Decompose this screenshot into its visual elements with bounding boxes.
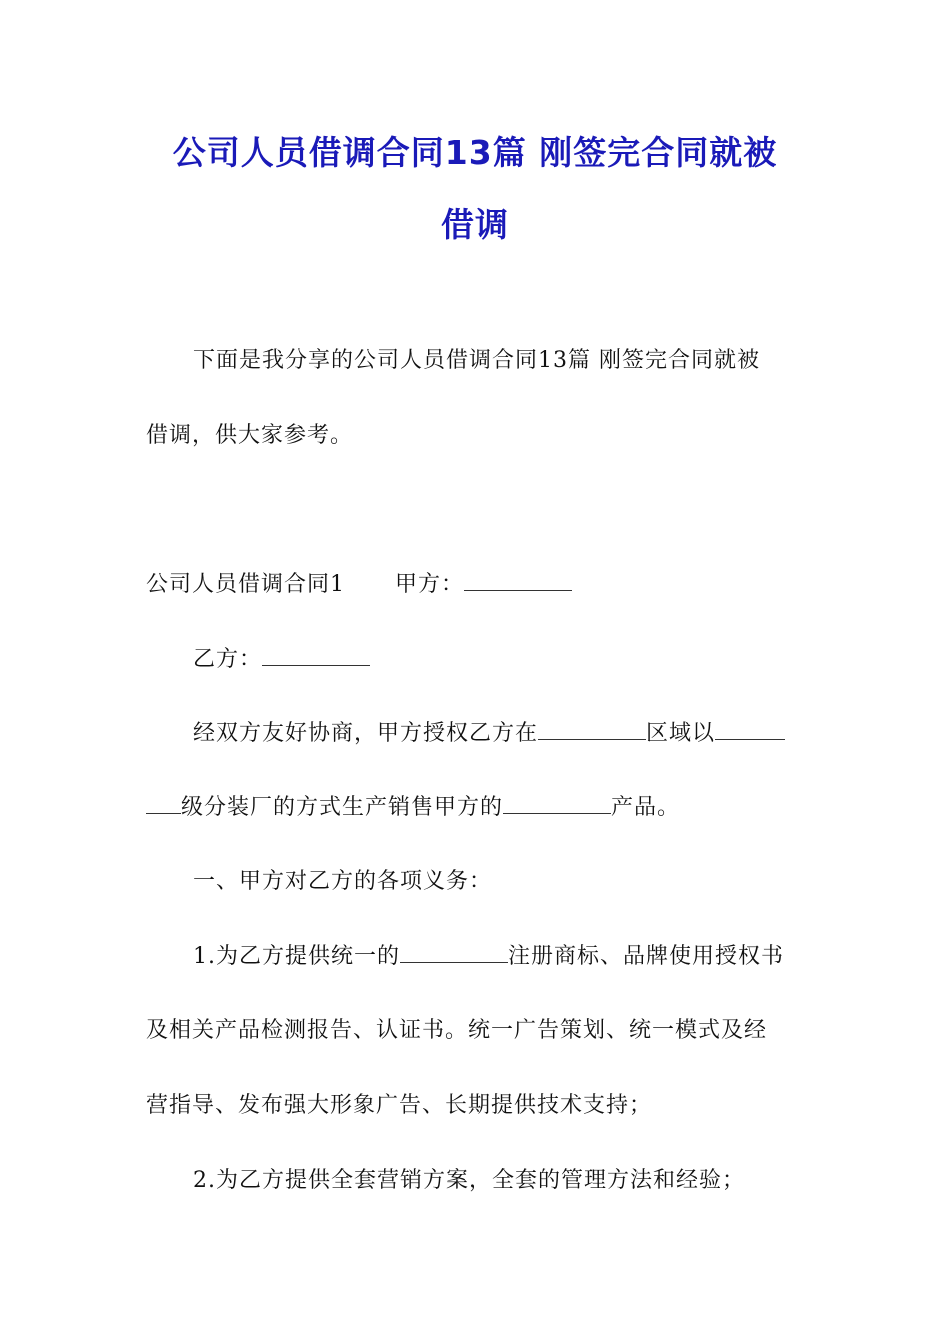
document-title-line-2: 借调 — [441, 205, 509, 244]
level-blank-a — [715, 721, 785, 740]
region-blank — [538, 721, 646, 740]
para1-text-a: 经双方友好协商，甲方授权乙方在 — [193, 721, 539, 746]
intro-line-2: 借调，供大家参考。 — [146, 423, 354, 448]
para1-text-d: 产品。 — [611, 795, 681, 820]
party-a-label: 甲方： — [395, 572, 465, 597]
contract-heading: 公司人员借调合同1 — [146, 572, 345, 597]
party-b-blank — [262, 647, 370, 666]
party-a-blank — [464, 572, 572, 591]
party-b-label: 乙方： — [193, 647, 263, 672]
para1-text-b: 区域以 — [646, 721, 716, 746]
para1-line-2 — [146, 793, 680, 823]
level-blank-b — [146, 795, 181, 814]
trademark-blank — [400, 944, 508, 963]
para1-line-1 — [193, 719, 785, 749]
para1-text-c: 级分装厂的方式生产销售甲方的 — [181, 795, 504, 820]
item-1-text-a: 1.为乙方提供统一的 — [193, 944, 400, 969]
section-1-heading: 一、甲方对乙方的各项义务： — [193, 869, 493, 894]
party-b-line — [193, 645, 370, 675]
item-2-line-1: 2.为乙方提供全套营销方案，全套的管理方法和经验； — [193, 1168, 745, 1193]
item-1-line-2: 及相关产品检测报告、认证书。统一广告策划、统一模式及经 — [146, 1018, 768, 1043]
item-1-line-3: 营指导、发布强大形象广告、长期提供技术支持； — [146, 1093, 653, 1118]
item-1-text-b: 注册商标、品牌使用授权书 — [508, 944, 785, 969]
contract-heading-line — [146, 570, 572, 600]
item-1-line-1 — [193, 942, 784, 972]
intro-line-1: 下面是我分享的公司人员借调合同13篇 刚签完合同就被 — [193, 348, 760, 373]
document-title-line-1: 公司人员借调合同13篇 刚签完合同就被 — [172, 133, 778, 172]
product-blank — [503, 795, 611, 814]
